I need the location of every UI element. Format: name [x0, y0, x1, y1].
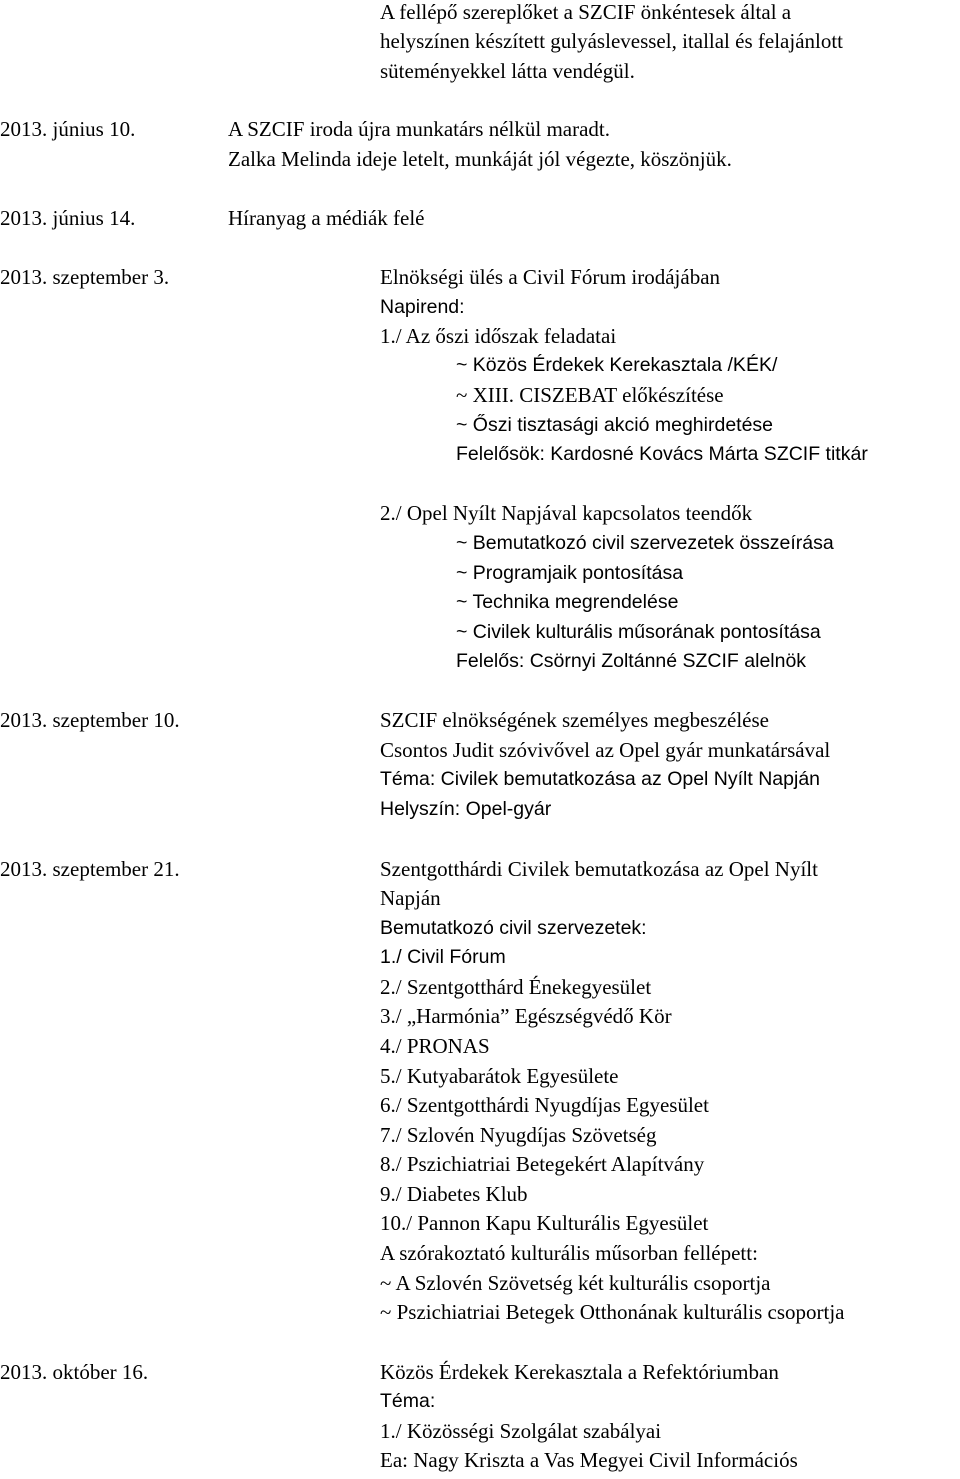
- text-line: ~ XIII. CISZEBAT előkészítése: [456, 383, 724, 407]
- text-line: Bemutatkozó civil szervezetek:: [380, 917, 647, 939]
- text-line: 2./ Opel Nyílt Napjával kapcsolatos teendők: [380, 501, 753, 525]
- text-line: helyszínen készített gulyáslevessel, itallal és felajánlott: [380, 29, 844, 53]
- text-line: Napirend:: [380, 296, 465, 318]
- text-line: ~ Technika megrendelése: [456, 591, 679, 613]
- text-line: ~ Bemutatkozó civil szervezetek összeírása: [456, 532, 834, 554]
- text-line: 2013. szeptember 21.: [0, 857, 180, 881]
- text-line: Híranyag a médiák felé: [228, 206, 425, 230]
- text-line: A szórakoztató kulturális műsorban fellépett:: [380, 1241, 758, 1265]
- text-line: Felelősök: Kardosné Kovács Márta SZCIF titkár: [456, 443, 868, 465]
- text-line: 2013. október 16.: [0, 1360, 149, 1384]
- text-line: süteményekkel látta vendégül.: [380, 59, 635, 83]
- text-line: 2./ Szentgotthárd Énekegyesület: [380, 975, 652, 999]
- text-line: 1./ Civil Fórum: [380, 946, 506, 968]
- text-line: Szentgotthárdi Civilek bemutatkozása az Opel Nyílt: [380, 857, 818, 881]
- text-line: 2013. június 10.: [0, 117, 136, 141]
- text-line: Téma:: [380, 1390, 436, 1412]
- text-line: 2013. szeptember 3.: [0, 265, 170, 289]
- text-line: Csontos Judit szóvivővel az Opel gyár munkatársával: [380, 738, 831, 762]
- text-line: 7./ Szlovén Nyugdíjas Szövetség: [380, 1123, 657, 1147]
- text-line: ~ Civilek kulturális műsorának pontosítása: [456, 621, 821, 643]
- text-line: 1./ Közösségi Szolgálat szabályai: [380, 1419, 662, 1443]
- text-line: Helyszín: Opel-gyár: [380, 798, 552, 820]
- text-line: ~ Őszi tisztasági akció meghirdetése: [456, 414, 774, 436]
- text-line: Ea: Nagy Kriszta a Vas Megyei Civil Információs: [380, 1448, 798, 1472]
- text-line: ~ Programjaik pontosítása: [456, 562, 684, 584]
- text-line: 8./ Pszichiatriai Betegekért Alapítvány: [380, 1152, 705, 1176]
- text-line: 2013. szeptember 10.: [0, 708, 180, 732]
- text-line: Közös Érdekek Kerekasztala a Refektóriumban: [380, 1360, 779, 1384]
- text-line: 2013. június 14.: [0, 206, 136, 230]
- text-line: 1./ Az őszi időszak feladatai: [380, 324, 617, 348]
- text-line: ~ Pszichiatriai Betegek Otthonának kulturális csoportja: [380, 1300, 845, 1324]
- text-line: Napján: [380, 886, 441, 910]
- text-line: Felelős: Csörnyi Zoltánné SZCIF alelnök: [456, 650, 807, 672]
- text-line: Téma: Civilek bemutatkozása az Opel Nyílt Napján: [380, 768, 821, 790]
- text-line: 4./ PRONAS: [380, 1034, 490, 1058]
- text-line: 3./ „Harmónia” Egészségvédő Kör: [380, 1004, 672, 1028]
- text-line: 9./ Diabetes Klub: [380, 1182, 528, 1206]
- text-line: ~ A Szlovén Szövetség két kulturális csoportja: [380, 1271, 771, 1295]
- text-line: Elnökségi ülés a Civil Fórum irodájában: [380, 265, 721, 289]
- text-line: 10./ Pannon Kapu Kulturális Egyesület: [380, 1211, 709, 1235]
- text-line: ~ Közös Érdekek Kerekasztala /KÉK/: [456, 354, 778, 376]
- text-line: 5./ Kutyabarátok Egyesülete: [380, 1064, 619, 1088]
- text-line: Zalka Melinda ideje letelt, munkáját jól végezte, köszönjük.: [228, 147, 732, 171]
- text-line: 6./ Szentgotthárdi Nyugdíjas Egyesület: [380, 1093, 709, 1117]
- text-line: SZCIF elnökségének személyes megbeszélése: [380, 708, 769, 732]
- text-line: A SZCIF iroda újra munkatárs nélkül maradt.: [228, 117, 611, 141]
- text-line: A fellépő szereplőket a SZCIF önkéntesek által a: [380, 0, 792, 24]
